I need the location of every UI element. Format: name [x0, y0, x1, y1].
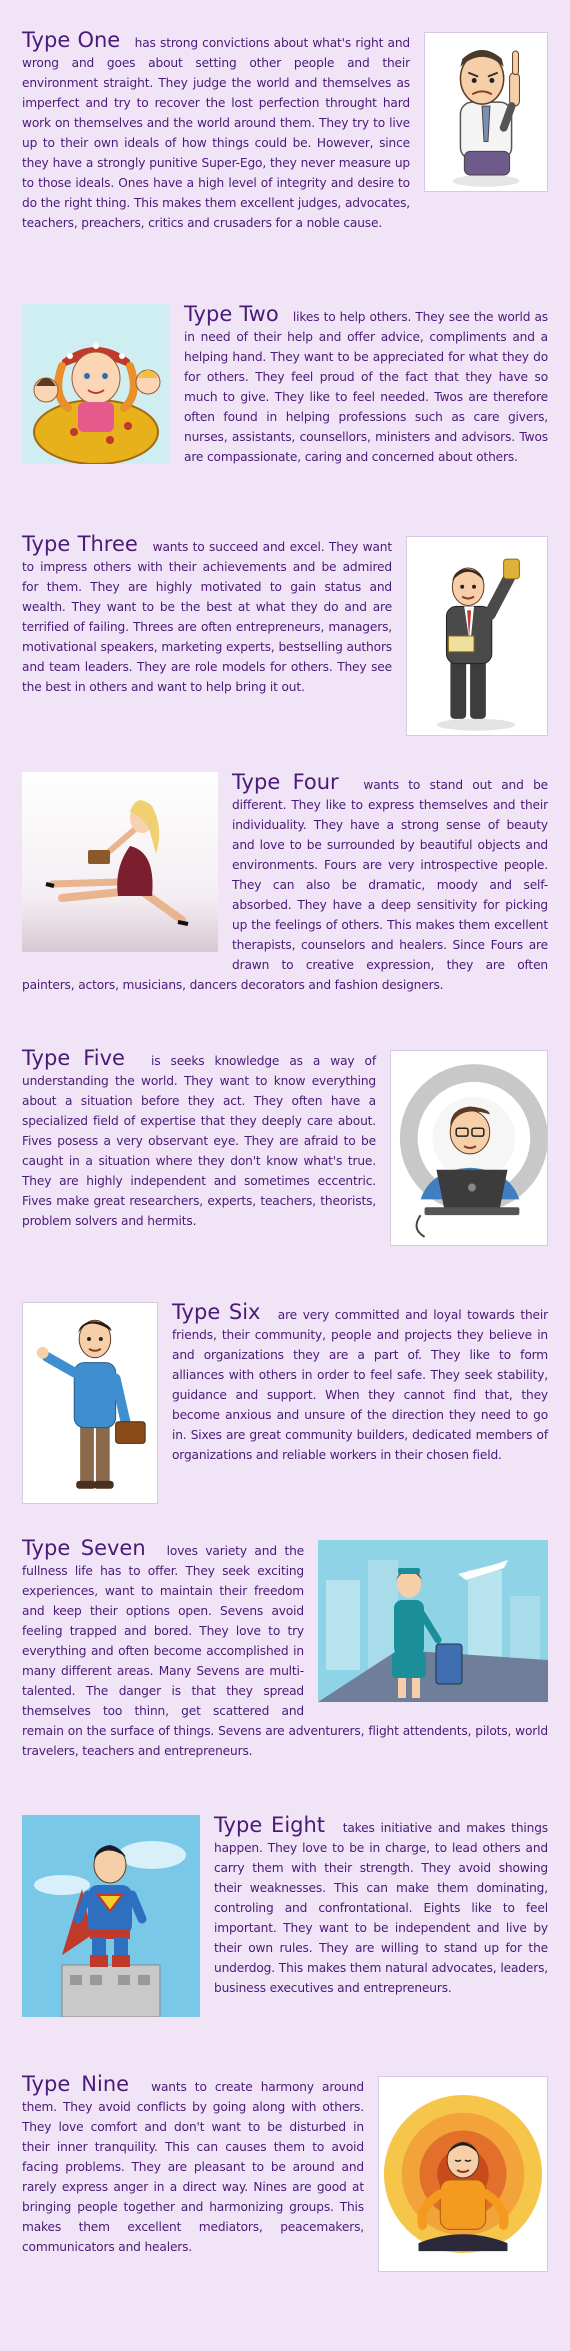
type-four-title: Type Four [232, 770, 364, 794]
type-three-title: Type Three [22, 532, 153, 556]
type-one-description: has strong convictions about what's right and wrong and goes about setting other people and their environment straight. They judge the world and themselves as imperfect and try to recover the lost perfection throught hard work on themselves and the world around them. They try to live up to their own ideals of how things could be. However, since they have a strongly punitive Super-Ego, they never measure up to those ideals. Ones have a high level of integrity and desire to do the right thing. This makes them excellent judges, advocates, teachers, preachers, critics and crusaders for a noble cause. [22, 36, 410, 230]
type-one-section [22, 30, 548, 233]
type-six-title: Type Six [172, 1300, 278, 1324]
woman-with-children-image [22, 304, 170, 464]
man-with-briefcase-image [22, 1302, 158, 1504]
businessman-with-trophy-image [406, 536, 548, 736]
type-seven-title: Type Seven [22, 1536, 167, 1560]
type-one-title: Type One [22, 28, 135, 52]
type-nine-description: wants to create harmony around them. They avoid conflicts by going along with others. They love comfort and don't want to be disturbed in their inner tranquility. This can causes them to avoid facing problems. They are pleasant to be around and rarely express anger in a direct way. Nines are good at bringing people together and harmonizing groups. This makes them excellent mediators, peacemakers, communicators and healers. [22, 2080, 364, 2254]
type-eight-section [22, 1815, 548, 2021]
type-four-section [22, 772, 548, 995]
woman-sitting-glamour-image [22, 772, 218, 952]
type-two-section [22, 304, 548, 468]
type-five-description: is seeks knowledge as a way of understanding the world. They want to know everything about a situation before they act. They often have a specialized field of expertise that they deeply care about. Fives posess a very observant eye. They are afraid to be caught in a situation where they don't know what's true. They are highly independent and sometimes eccentric. Fives make great researchers, experts, teachers, theorists, problem solvers and hermits. [22, 1054, 376, 1228]
type-five-title: Type Five [22, 1046, 151, 1070]
type-eight-description: takes initiative and makes things happen. They love to be in charge, to lead others and carry them with their strength. They avoid showing their weaknesses. This can make them dominating, controling and confrontational. Eights like to feel important. They want to be independent and live by their own rules. They are willing to stand up for the underdog. This makes them natural advocates, leaders, business executives and entrepreneurs. [214, 1821, 548, 1995]
type-four-description: wants to stand out and be different. They like to express themselves and their individuality. They have a strong sense of beauty and love to be surrounded by beautiful objects and environments. Fours are very introspective people. They can also be dramatic, moody and self-absorbed. They have a deep sensitivity for picking up the feelings of others. This makes them excellent therapists, counselors and healers. Since Fours are drawn to creative expression, they are often painters, actors, musicians, dancers decorators and fashion designers. [22, 778, 548, 992]
type-three-description: wants to succeed and excel. They want to impress others with their achievements and be admired for them. They are highly motivated to gain status and wealth. They want to be the best at what they do and are terrified of failing. Threes are often entrepreneurs, managers, motivational speakers, marketing experts, bestselling authors and team leaders. They are role models for others. They see the best in others and want to help bring it out. [22, 540, 392, 694]
type-seven-section [22, 1538, 548, 1761]
type-two-description: likes to help others. They see the world as in need of their help and offer advice, compliments and a helping hand. They want to be appreciated for what they do for others. They feel proud of the fact that they have so much to give. They like to feel needed. Twos are therefore often found in helping professions such as care givers, nurses, assistants, counsellors, ministers and advisors. Twos are compassionate, caring and concerned about others. [184, 310, 548, 464]
man-at-laptop-image [390, 1050, 548, 1246]
type-five-section [22, 1048, 548, 1250]
flight-attendant-city-image [318, 1540, 548, 1702]
type-six-section [22, 1302, 548, 1508]
superhero-on-building-image [22, 1815, 200, 2017]
type-six-description: are very committed and loyal towards their friends, their community, people and projects they believe in and organizations they are a part of. They like to form alliances with others in order to feel safe. They seek stability, guidance and support. When they cannot find that, they become anxious and unsure of the direction they need to go in. Sixes are great community builders, dedicated members of organizations and reliable workers in their chosen field. [172, 1308, 548, 1462]
type-nine-section [22, 2074, 548, 2276]
type-nine-title: Type Nine [22, 2072, 152, 2096]
type-seven-description: loves variety and the fullness life has to offer. They seek exciting experiences, want to maintain their freedom and keep their options open. Sevens avoid feeling trapped and bored. They love to try everything and often become accomplished in many different areas. Many Sevens are multi-talented. The danger is that they spread themselves too thinn, get scattered and remain on the surface of things. Sevens are adventurers, flight attendents, pilots, world travelers, teachers and entrepreneurs. [22, 1544, 548, 1758]
type-three-section [22, 534, 548, 740]
type-two-title: Type Two [184, 302, 293, 326]
type-eight-title: Type Eight [214, 1813, 343, 1837]
man-pointing-finger-image [424, 32, 548, 192]
meditating-man-sun-image [378, 2076, 548, 2272]
